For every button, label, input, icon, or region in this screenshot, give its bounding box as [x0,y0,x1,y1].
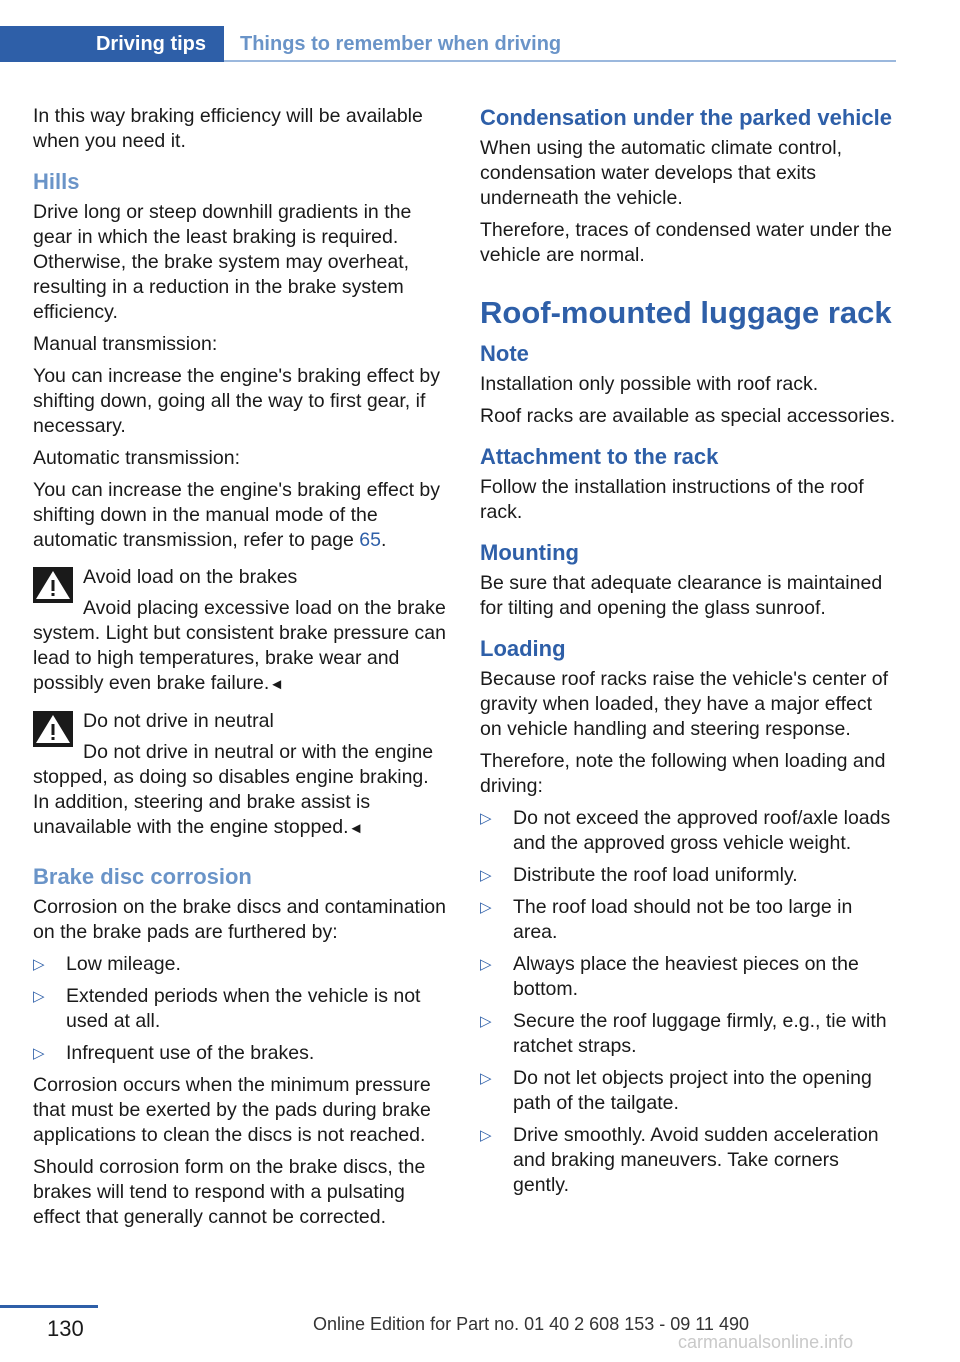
warning-brakes-rest: system. Light but consistent brake pressure can lead to high temperatures, brake wear and possibly even brake failure. [33,622,446,694]
section-tab[interactable]: Driving tips [0,26,224,62]
condensation-paragraph-2: Therefore, traces of condensed water under the vehicle are normal. [480,219,892,266]
list-item [480,1066,896,1116]
list-item [480,895,896,945]
attachment-heading: Attachment to the rack [480,444,719,469]
condensation-paragraph-1: When using the automatic climate control, condensation water develops that exits underneath the vehicle. [480,137,843,209]
loading-paragraph-2: Therefore, note the following when loading and driving: [480,750,886,797]
page-number: 130 [47,1316,84,1341]
list-item-text: Extended periods when the vehicle is not used at all. [66,985,421,1032]
hills-paragraph: Drive long or steep downhill gradients in the gear in which the least braking is required. Otherwise, the brake system may overheat, resulting in a reduction in the brake system efficiency. [33,201,412,323]
bullet-icon: ▷ [33,1045,45,1062]
corrosion-paragraph-1: Corrosion occurs when the minimum pressure that must be exerted by the pads during brake applications to clean the discs is not reached. [33,1074,431,1146]
hills-heading: Hills [33,169,80,194]
note-paragraph-2: Roof racks are available as special accessories. [480,405,896,427]
bullet-icon: ▷ [480,810,492,827]
auto-label: Automatic transmission: [33,447,240,469]
warning-brakes-body [33,596,449,697]
edition-footer: Online Edition for Part no. 01 40 2 608 153 - 09 11 490 [313,1314,749,1334]
list-item-text: Secure the roof luggage firmly, e.g., tie with ratchet straps. [513,1010,887,1057]
list-item-text: Do not exceed the approved roof/axle loads and the approved gross vehicle weight. [513,807,891,854]
condensation-heading: Condensation under the parked vehicle [480,105,892,130]
manual-paragraph: You can increase the engine's braking effect by shifting down, going all the way to first gear, if necessary. [33,365,441,437]
warning-neutral-title: Do not drive in neutral [83,710,274,732]
corrosion-heading: Brake disc corrosion [33,864,252,889]
page-link[interactable]: 65 [359,529,381,551]
corrosion-list [33,952,449,1066]
mounting-paragraph: Be sure that adequate clearance is maintained for tilting and opening the glass sunroof. [480,572,883,619]
end-mark: ◄ [269,676,285,693]
warning-brakes-first: Avoid placing excessive load on the brake [83,597,446,619]
list-item-text: Always place the heaviest pieces on the bottom. [513,953,859,1000]
warning-neutral [33,709,449,841]
intro-paragraph: In this way braking efficiency will be available when you need it. [33,105,423,152]
list-item-text: Drive smoothly. Avoid sudden acceleration and braking maneuvers. Take corners gently. [513,1124,879,1196]
corrosion-intro: Corrosion on the brake discs and contamination on the brake pads are furthered by: [33,896,446,943]
warning-neutral-first: Do not drive in neutral or with the engine [83,741,434,763]
bullet-icon: ▷ [480,899,492,916]
list-item-text: Low mileage. [66,953,181,975]
bullet-icon: ▷ [480,867,492,884]
list-item [480,1009,896,1059]
list-item-text: The roof load should not be too large in area. [513,896,853,943]
mounting-heading: Mounting [480,540,579,565]
warning-brakes-title: Avoid load on the brakes [83,566,298,588]
header-rule [224,60,896,62]
bullet-icon: ▷ [480,1127,492,1144]
note-heading: Note [480,341,529,366]
auto-paragraph: You can increase the engine's braking effect by shifting down in the manual mode of the automatic transmission, refer to page 65. [33,479,441,551]
end-mark: ◄ [348,820,364,837]
subsection-tab[interactable]: Things to remember when driving [240,33,562,55]
warning-brakes [33,565,449,697]
list-item [33,952,449,977]
auto-text: You can increase the engine's braking effect by shifting down in the manual mode of the automatic transmission, refer to page [33,479,441,551]
list-item [33,984,449,1034]
list-item [33,1041,449,1066]
bullet-icon: ▷ [480,956,492,973]
list-item-text: Infrequent use of the brakes. [66,1042,315,1064]
corrosion-paragraph-2: Should corrosion form on the brake discs, the brakes will tend to respond with a pulsating effect that generally cannot be corrected. [33,1156,426,1228]
page-header [0,26,960,62]
loading-heading: Loading [480,636,566,661]
warning-neutral-rest: stopped, as doing so disables engine braking. In addition, steering and brake assist is unavailable with the engine stopped. [33,766,429,838]
watermark: carmanualsonline.info [678,1332,854,1352]
page-number-rule [0,1305,98,1308]
manual-label: Manual transmission: [33,333,218,355]
note-paragraph-1: Installation only possible with roof rack. [480,373,819,395]
list-item [480,806,896,856]
list-item [480,863,896,888]
list-item [480,952,896,1002]
loading-paragraph-1: Because roof racks raise the vehicle's center of gravity when loaded, they have a major effect on vehicle handling and steering response. [480,668,889,740]
attachment-paragraph: Follow the installation instructions of the roof rack. [480,476,864,523]
list-item-text: Distribute the roof load uniformly. [513,864,798,886]
warning-icon [33,711,73,747]
right-column [480,104,896,1205]
warning-neutral-body [33,740,449,841]
bullet-icon: ▷ [33,956,45,973]
left-column [33,104,449,1237]
bullet-icon: ▷ [480,1013,492,1030]
list-item-text: Do not let objects project into the opening path of the tailgate. [513,1067,872,1114]
warning-icon [33,567,73,603]
loading-list [480,806,896,1198]
bullet-icon: ▷ [33,988,45,1005]
bullet-icon: ▷ [480,1070,492,1087]
list-item [480,1123,896,1198]
rack-heading: Roof-mounted luggage rack [480,295,892,330]
